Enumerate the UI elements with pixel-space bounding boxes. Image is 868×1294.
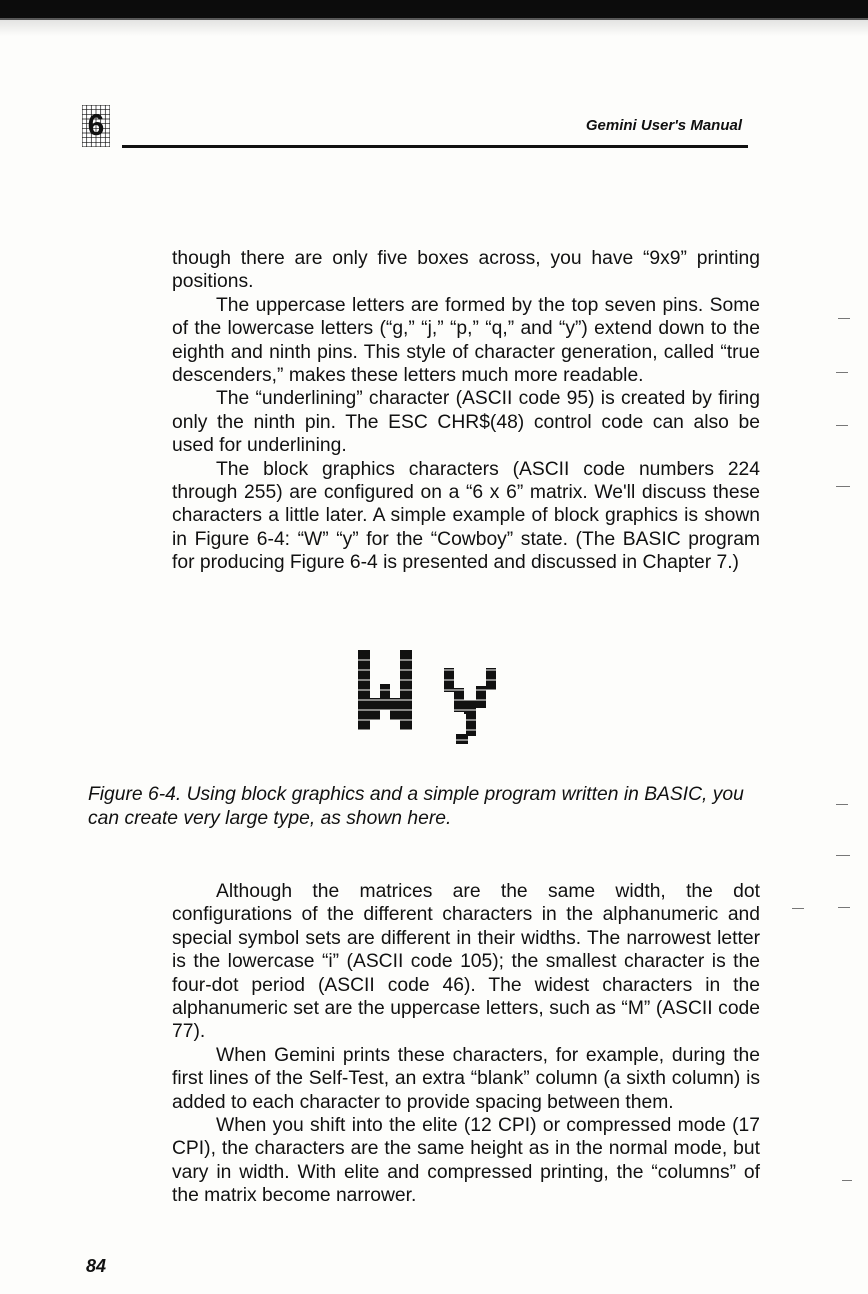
paragraph: though there are only five boxes across, you have “9x9” printing positions. xyxy=(172,248,760,293)
scan-top-shadow xyxy=(0,18,868,36)
margin-mark xyxy=(838,318,850,319)
margin-mark xyxy=(836,804,848,805)
margin-mark xyxy=(842,1180,852,1181)
y-tail xyxy=(456,734,468,744)
header-rule xyxy=(122,145,748,148)
paragraph: The uppercase letters are formed by the top seven pins. Some of the lowercase letters (“g,” “j,” “p,” “q,” and “y”) extend down to the eighth and ninth pins. This style of character generation, called “true descenders,” makes these letters much more readable. xyxy=(172,294,760,387)
paragraph: When you shift into the elite (12 CPI) or compressed mode (17 CPI), the characters are the same height as in the normal mode, but vary in width. With elite and compressed printing, the “columns” of the matrix become narrower. xyxy=(172,1115,760,1207)
w-inner-block xyxy=(390,698,400,720)
page-number: 84 xyxy=(86,1256,107,1276)
paragraph: Although the matrices are the same width, the dot configurations of the different characters in the alphanumeric and special symbol sets are different in their widths. The narrowest letter is the lowercase “i” (ASCII code 105); the smallest character is the four-dot period (ASCII code 46). The widest characters in the alphanumeric set are the uppercase letters, such as “M” (ASCII code 77). xyxy=(172,881,760,1043)
paragraph: The “underlining” character (ASCII code 95) is created by firing only the ninth pin. The ESC CHR$(48) control code can also be used for underlining. xyxy=(172,388,760,457)
margin-mark xyxy=(836,372,848,373)
running-header-title: Gemini User's Manual xyxy=(585,117,742,134)
margin-mark xyxy=(792,908,804,909)
paragraph: When Gemini prints these characters, for example, during the first lines of the Self-Test, an extra “blank” column (a sixth column) is added to each character to provide spacing between them. xyxy=(172,1044,760,1113)
y-tail xyxy=(466,714,476,736)
w-inner-block xyxy=(380,684,390,710)
y-right-arm xyxy=(476,686,486,708)
margin-mark xyxy=(836,855,850,856)
chapter-dot-matrix-icon xyxy=(82,105,110,147)
paragraph: The block graphics characters (ASCII code numbers 224 through 255) are configured on a “6 x 6” matrix. We'll discuss these characters a little later. A simple example of block graphics is shown in Figure 6-4: “W” “y” for the “Cowboy” state. (The BASIC program for producing Figure 6-4 is presented and discussed in Chapter 7.) xyxy=(172,458,760,574)
scan-top-border xyxy=(0,0,868,20)
text-block-before-figure xyxy=(172,247,760,575)
text-block-after-figure xyxy=(172,880,760,1208)
chapter-number: 6 xyxy=(87,109,105,142)
figure-caption: Figure 6-4. Using block graphics and a simple program written in BASIC, you can create very large type, as shown here. xyxy=(88,784,744,829)
margin-mark xyxy=(836,425,848,426)
margin-mark xyxy=(838,907,850,908)
y-junction xyxy=(464,700,476,714)
margin-mark xyxy=(836,486,850,487)
w-inner-block xyxy=(370,698,380,720)
block-graphics-figure xyxy=(350,640,525,755)
y-right-arm xyxy=(486,668,496,690)
